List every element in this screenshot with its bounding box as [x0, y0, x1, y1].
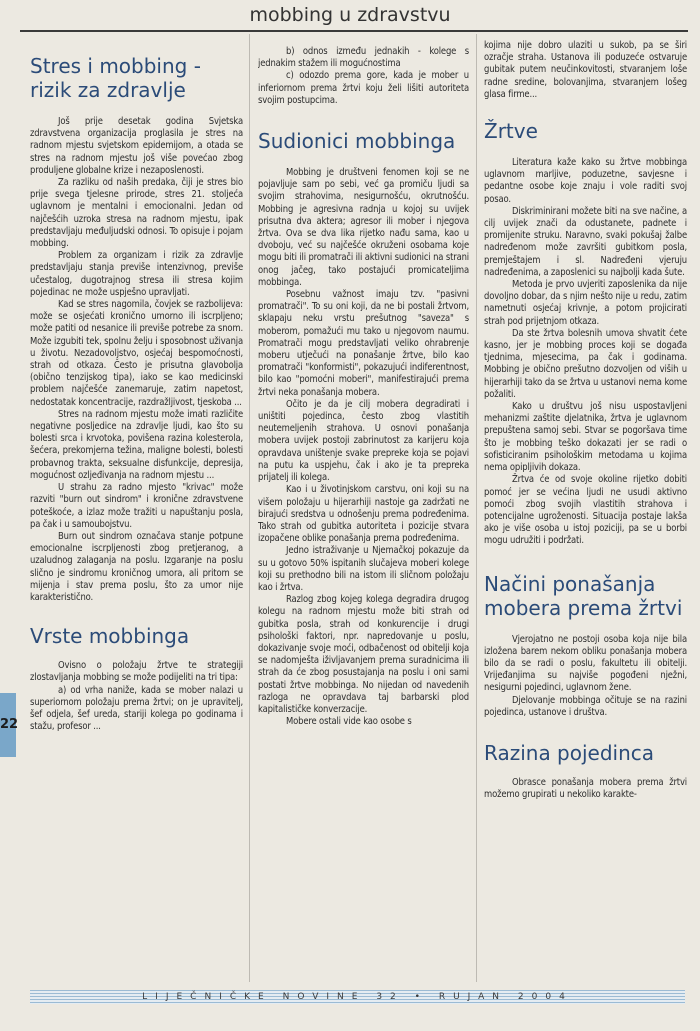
- page-number-tab: [0, 693, 19, 757]
- paragraph: Literatura kaže kako su žrtve mobbinga uglavnom marljive, poduzetne, savjesne i pedantne osobe koje znaju i vole raditi svoj posao.: [484, 157, 687, 205]
- page-number: 22: [0, 717, 19, 732]
- paragraph: U strahu za radno mjesto "krivac" može razviti "burn out sindrom" i kronične zdravstvene poteškoće, a izlaz može tražiti u napuštanju posla, pa čak i u samoubojstvu.: [30, 482, 243, 530]
- article-column-1: [30, 40, 243, 733]
- paragraph: Burn out sindrom označava stanje potpune emocionalne iscrpljenosti zbog pretjeranog, a uzaludnog zalaganja na poslu. Izgaranje na poslu slično je sindromu kroničnog umora, ali pritom se mijenja i stav prema poslu, što za umor nije karakteristično.: [30, 530, 243, 603]
- article-column-3: [484, 40, 687, 801]
- section-heading-sudionici: Sudionici mobbinga: [258, 129, 456, 154]
- column-divider: [249, 34, 250, 982]
- paragraph: Mobbing je društveni fenomen koji se ne pojavljuje sam po sebi, već ga promiču ljudi sa svojim strahovima, nesigurnošću, okrutnošću. Mobbing je agresivna radnja u kojoj su uvijek prisutna dva aktera; agresor ili mober i njegova žrtva. Ova se dva lika rijetko nađu sama, kao u dvoboju, već su najčešće okruženi osobama koje mogu biti ili promatrači ili aktivni sudionici na strani onog jačeg, tako postajući promicateljima mobbinga.: [258, 167, 469, 288]
- paragraph: Očito je da je cilj mobera degradirati i uništiti pojedinca, često zbog vlastitih neutemeljenih strahova. U osnovi ponašanja mobera uvijek postoji zabrinutost za karijeru koja opravdava uništenje svake prepreke koja se pojavi na putu ka uspjehu, čak i ako je ta prepreka prijatelj ili kolega.: [258, 398, 469, 484]
- paragraph: Stres na radnom mjestu može imati različite negativne posljedice na zdravlje ljudi, kao što su bolesti srca i krvotoka, povišena razina kolesterola, šećera, prekomjerna težina, maligne bolesti, bolesti probavnog trakta, seksualne disfunkcije, depresija, mogućnost ozljeđivanja na radnom mjestu ...: [30, 408, 243, 481]
- paragraph: b) odnos između jednakih - kolege s jednakim stažem ili mogućnostima: [258, 46, 469, 70]
- paragraph: Vjerojatno ne postoji osoba koja nije bila izložena barem nekom obliku ponašanja mobera bilo da se radi o poslu, fakultetu ili obitelji. Vrijeđanjima su najviše pogođeni nježni, nesigurni pojedinci, uglavnom žene.: [484, 633, 687, 694]
- section-heading-nacini: Načini ponašanja mobera prema žrtvi: [484, 571, 683, 620]
- paragraph: Žrtva će od svoje okoline rijetko dobiti pomoć jer se većina ljudi ne usudi aktivno pomoći zbog svojih vlastitih strahova i potencijalne ugroženosti. Situacija postaje lakša ako je više osoba u istoj poziciji, pa se u borbi mogu udružiti i podržati.: [484, 474, 687, 547]
- paragraph: Razlog zbog kojeg kolega degradira drugog kolegu na radnom mjestu može biti strah od gubitka posla, strah od konkurencije i drugi psihološki faktori, npr. napredovanje u poslu, dokazivanje svoje moći, odbačenost od obitelji koja se nadomješta iživljavanjem prema suradnicima ili strah da će zbog posustajanja na poslu i oni sami postati žrtve mobbinga. No nijedan od navedenih razloga ne opravdava taj barbarski plod kapitalističke konverzacije.: [258, 594, 469, 715]
- paragraph: Za razliku od naših predaka, čiji je stres bio prije svega tjelesne prirode, stres 21. stoljeća uglavnom je mentalni i emocionalni. Jedan od najčešćih uzroka stresa na radnom mjestu, ipak predstavljaju međuljudski odnosi. To opisuje i pojam mobbing.: [30, 177, 243, 250]
- section-heading-zrtve: Žrtve: [484, 119, 538, 144]
- article-column-2: [258, 46, 469, 728]
- paragraph: Jedno istraživanje u Njemačkoj pokazuje da su u gotovo 50% ispitanih slučajeva moberi kolege koji su prethodno bili na istom ili sličnom položaju kao i žrtva.: [258, 545, 469, 593]
- header-rule: [20, 30, 688, 32]
- paragraph: Djelovanje mobbinga očituje se na razini pojedinca, ustanove i društva.: [484, 694, 687, 718]
- paragraph: Mobere ostali vide kao osobe s: [286, 716, 412, 728]
- paragraph: Posebnu važnost imaju tzv. "pasivni promatrači". To su oni koji, da ne bi postali žrtvom, sklapaju neku vrstu prešutnog "saveza" s moberom, pomažući mu tako u njegovom naumu. Promatrači mogu predstavljati veliko ohrabrenje moberu utječući na ponašanje žrtve, bilo kao promatrači "konformisti", pokazujući indiferentnost, bilo kao "pomoćni moberi", manifestirajući prema žrtvi neka ponašanja mobera.: [258, 289, 469, 398]
- running-head-title: mobbing u zdravstvu: [249, 4, 451, 26]
- paragraph: Metoda je prvo uvjeriti zaposlenika da nije dovoljno dobar, da s njim nešto nije u redu, zatim nametnuti osjećaj krivnje, a potom projicirati strah pod prijetnjom otkaza.: [484, 279, 687, 327]
- paragraph: Kako u društvu još nisu uspostavljeni mehanizmi zaštite djelatnika, žrtva je uglavnom prepuštena samoj sebi. Stvar se pogoršava time što je mobbing teško dokazati jer se radi o sofisticiranim psihološkim metodama u kojima nema opipljivih dokaza.: [484, 401, 687, 474]
- paragraph: Još prije desetak godina Svjetska zdravstvena organizacija proglasila je stres na radnom mjestu svjetskom epidemijom, a otada se stres na radnom mjestu još više povećao zbog produljene globalne krize i nezaposlenosti.: [30, 116, 243, 176]
- footer-band: [30, 990, 685, 1004]
- paragraph: Da ste žrtva bolesnih umova shvatit ćete kasno, jer je mobbing proces koji se događa tjednima, mjesecima, pa čak i godinama. Mobbing je obično prešutno dozvoljen od viših u hijerarhiji tako da se žrtva u ustanovi nema kome požaliti.: [484, 327, 687, 400]
- paragraph: Kad se stres nagomila, čovjek se razbolijeva: može se osjećati kronično umorno ili iscrpljeno; može patiti od nesanice ili previše potrebe za snom. Može izgubiti tek, spolnu želju i sposobnost uživanja u životu. Nezadovoljstvo, osjećaj bespomoćnosti, strah od otkaza. Često je prisutna glavobolja (obično tenzijskog tipa), iako se kao medicinski problem najčešće zanemaruje, zatim napetost, nedostatak koncentracije, razdražljivost, tjeskoba ...: [30, 299, 243, 408]
- section-heading-stres: Stres i mobbing - rizik za zdravlje: [30, 54, 201, 102]
- paragraph: Obrasce ponašanja mobera prema žrtvi možemo grupirati u nekoliko karakte-: [484, 776, 687, 801]
- paragraph: Problem za organizam i rizik za zdravlje predstavljaju stanja previše intenzivnog, previše učestalog, dugotrajnog stresa ili stresa kojim pojedinac ne može uspješno upravljati.: [30, 250, 243, 298]
- paragraph: c) odozdo prema gore, kada je mober u inferiornom prema žrtvi koju želi lišiti autoriteta svojim postupcima.: [258, 70, 469, 106]
- paragraph: a) od vrha naniže, kada se mober nalazi u superiornom položaju prema žrtvi; on je upravitelj, šef odjela, šef ureda, stariji kolega po godinama i stažu, profesor ...: [30, 684, 243, 733]
- paragraph: Diskriminirani možete biti na sve načine, a cilj uvijek znači da odustanete, padnete i promijenite struku. Naravno, svaki pokušaj žalbe nadređenom može završiti gubitkom posla, premještajem i sl. Nadređeni vjeruju nadređenima, a zaposlenici su najbolji kada šute.: [484, 205, 687, 278]
- paragraph: kojima nije dobro ulaziti u sukob, pa se širi ozračje straha. Ustanova ili poduzeće ostvaruje gubitak putem neučinkovitosti, stvaranjem loše radne sredine, bolovanjima, stvaranjem lošeg glasa firme...: [484, 40, 687, 100]
- section-heading-vrste: Vrste mobbinga: [30, 624, 190, 649]
- paragraph: Ovisno o položaju žrtve te strategiji zlostavljanja mobbing se može podijeliti na tri tipa:: [30, 660, 243, 684]
- paragraph: Kao i u životinjskom carstvu, oni koji su na višem položaju u hijerarhiji nastoje ga zadržati ne birajući sredstva u odnošenju prema podređenima. Tako strah od gubitka autoriteta i pozicije stvara izopačene oblike ponašanja prema podređenima.: [258, 484, 469, 545]
- footer-text: LIJEČNIČKE NOVINE 32 • RUJAN 2004: [142, 992, 573, 1002]
- column-divider: [476, 34, 477, 982]
- section-heading-razina: Razina pojedinca: [484, 740, 655, 765]
